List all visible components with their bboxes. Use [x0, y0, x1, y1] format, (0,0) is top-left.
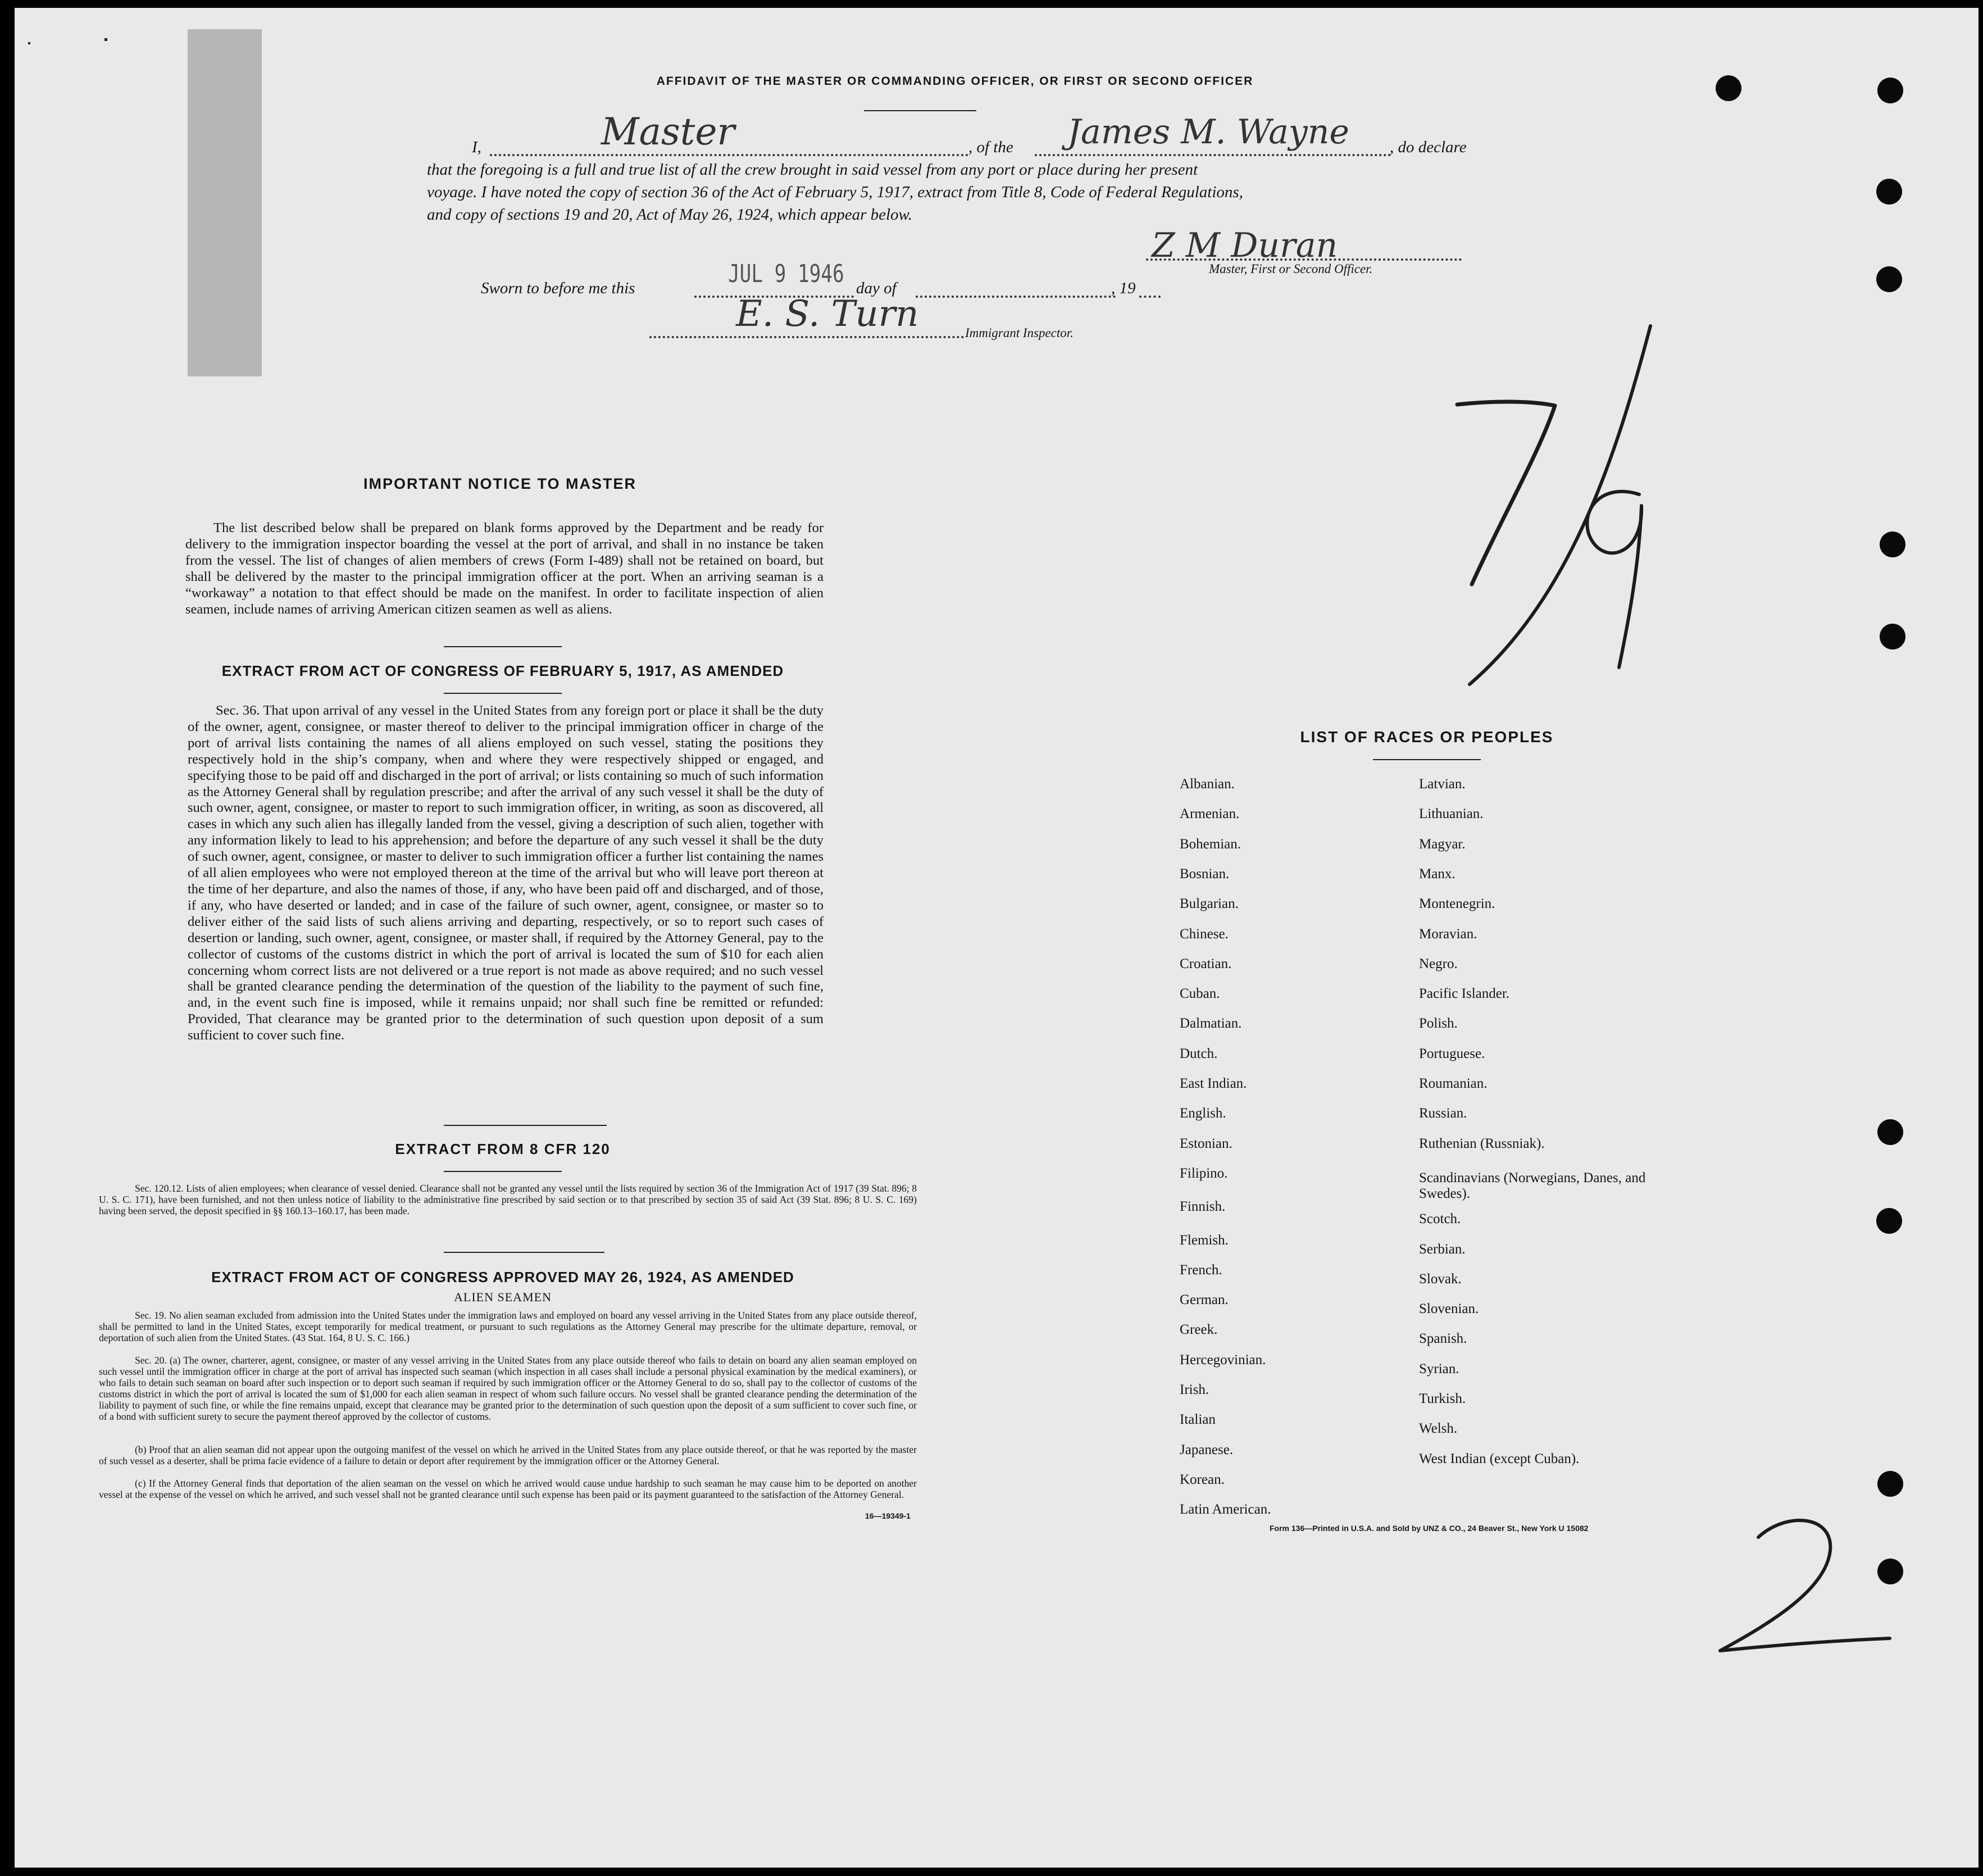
race-item: German. [1180, 1292, 1229, 1307]
races-rule [1373, 759, 1481, 760]
race-item: Dutch. [1180, 1046, 1218, 1061]
day-of-label: day of [856, 279, 897, 297]
race-item: Turkish. [1419, 1391, 1466, 1406]
race-item: Bulgarian. [1180, 896, 1239, 911]
race-item: Latin American. [1180, 1502, 1271, 1517]
race-item: Italian [1180, 1412, 1216, 1427]
signature-label: Master, First or Second Officer. [1209, 262, 1373, 276]
notice-paragraph: The list described below shall be prepared on blank forms approved by the Department and be ready for delivery to the immigration inspector boarding the vessel at the port of arrival, and shall in no instance be taken from the vessel. The list of changes of alien members of crews (Form I-489) shall not be retained on board, but shall be delivered by the master to the principal immigration officer at the port. When an arriving seaman is a “workaway” a notation to that effect should be made on the manifest. In order to facilitate inspection of alien seamen, include names of arriving American citizen seamen as well as aliens. [185, 520, 824, 617]
affidavit-line-1: that the foregoing is a full and true list of all the crew brought in said vessel from any port or place during her present [427, 161, 1198, 179]
race-item: Ruthenian (Russniak). [1419, 1136, 1545, 1151]
race-item: Estonian. [1180, 1136, 1232, 1151]
race-item: Greek. [1180, 1322, 1218, 1337]
punch-hole [1880, 532, 1905, 557]
race-item: Moravian. [1419, 926, 1477, 942]
inspector-line [649, 336, 964, 338]
race-item: Syrian. [1419, 1361, 1459, 1377]
punch-hole [1877, 1471, 1903, 1497]
title-rule [864, 110, 976, 111]
year-line [1139, 296, 1161, 298]
signature-line [1146, 258, 1462, 261]
race-item: Croatian. [1180, 956, 1232, 971]
inspector-signature: E. S. Turn [736, 293, 919, 335]
races-title: LIST OF RACES OR PEOPLES [1300, 728, 1554, 746]
cfr-divider [444, 1252, 604, 1253]
race-item: Albanian. [1180, 776, 1235, 792]
race-item: Cuban. [1180, 986, 1220, 1001]
race-item: East Indian. [1180, 1076, 1247, 1091]
race-item: English. [1180, 1106, 1226, 1121]
race-item: Filipino. [1180, 1166, 1228, 1181]
race-item: Bosnian. [1180, 866, 1230, 882]
race-item: Slovak. [1419, 1271, 1462, 1287]
tape-strip [188, 29, 262, 376]
race-item: Hercegovinian. [1180, 1352, 1266, 1368]
punch-hole [1716, 75, 1741, 101]
alien-seamen-subtitle: ALIEN SEAMEN [454, 1290, 552, 1304]
affidavit-line-2: voyage. I have noted the copy of section 36 of the Act of February 5, 1917, extract from Title 8, Code of Federal Regulations, [427, 183, 1243, 201]
master-signature: Z M Duran [1152, 226, 1338, 265]
race-item: Negro. [1419, 956, 1458, 971]
extract-1917-rule [444, 693, 562, 694]
extract-1917-divider [444, 1125, 607, 1126]
master-handwriting: Master [601, 110, 735, 153]
sec-19-paragraph: Sec. 19. No alien seaman excluded from admission into the United States under the immigration laws and employed on board any vessel arriving in the United States from any place outside thereof, shall be permitted to land in the United States, except temporarily for medical treatment, or pursuant to such regulations as the Attorney General may prescribe for the ultimate departure, removal, or deportation of such alien from the United States. (43 Stat. 164, 8 U. S. C. 166.) [99, 1310, 917, 1343]
race-item: Scotch. [1419, 1211, 1461, 1227]
race-item: Dalmatian. [1180, 1016, 1242, 1031]
punch-hole [1880, 624, 1905, 649]
race-item: Chinese. [1180, 926, 1229, 942]
punch-hole [1876, 1208, 1902, 1234]
notice-title: IMPORTANT NOTICE TO MASTER [363, 475, 636, 492]
race-item: Slovenian. [1419, 1301, 1479, 1316]
race-item: Irish. [1180, 1382, 1209, 1397]
punch-hole [1877, 1119, 1903, 1145]
sec-20a-paragraph: Sec. 20. (a) The owner, charterer, agent, consignee, or master of any vessel arriving in the United States from any place outside thereof who fails to detain on board any alien seaman employed on such vessel until the immigration officer in charge at the port of arrival has inspected such seaman (which inspection in all cases shall include a personal physical examination by the medical examiners), or who fails to detain such seaman on board after such inspection or to deport such seaman if required by such immigration officer or the Attorney General to do so, shall pay to the collector of customs of the customs district in which the port of arrival is located the sum of $1,000 for each alien seaman in respect of whom such failure occurs. No vessel shall be granted clearance pending the determination of the liability to payment of such fine, or while the fine remains unpaid, except that clearance may be granted prior to the determination of such question upon the deposit of a sum sufficient to cover such fine, or of a bond with sufficient surety to secure the payment thereof approved by the collector of customs. [99, 1355, 917, 1422]
race-item: Spanish. [1419, 1331, 1467, 1346]
form-code: 16—19349-1 [865, 1511, 911, 1520]
race-item: Serbian. [1419, 1242, 1466, 1257]
sec-20b-paragraph: (b) Proof that an alien seaman did not appear upon the outgoing manifest of the vessel on which he arrived in the United States from any place outside thereof, or that he was reported by the master of such vessel as a deserter, shall be prima facie evidence of a failure to detain or deport after requirement by the immigration officer or the Attorney General. [99, 1444, 917, 1466]
race-item: Bohemian. [1180, 837, 1241, 852]
sec-20c-paragraph: (c) If the Attorney General finds that deportation of the alien seaman on the vessel on which he arrived would cause undue hardship to such seaman he may cause him to be deported on another vessel at the expense of the vessel on which he arrived, and such vessel shall not be granted clearance until such expense has been paid or its payment guaranteed to the satisfaction of the Attorney General. [99, 1478, 917, 1500]
cfr-title: EXTRACT FROM 8 CFR 120 [395, 1141, 611, 1157]
master-line [490, 154, 968, 156]
month-line [916, 296, 1116, 298]
race-item: Korean. [1180, 1472, 1225, 1487]
scan-mark [104, 38, 107, 41]
race-item: Russian. [1419, 1106, 1467, 1121]
race-item: Finnish. [1180, 1199, 1226, 1214]
scan-mark [28, 42, 30, 44]
year-label: , 19 [1111, 279, 1136, 297]
vessel-line [1035, 154, 1391, 156]
race-item: Manx. [1419, 866, 1456, 882]
race-item: Latvian. [1419, 776, 1466, 792]
race-item: Magyar. [1419, 837, 1466, 852]
race-item: French. [1180, 1262, 1222, 1278]
date-stamp: JUL 9 1946 [728, 260, 844, 288]
extract-1917-paragraph: Sec. 36. That upon arrival of any vessel in the United States from any foreign port or place it shall be the duty of the owner, agent, consignee, or master thereof to deliver to the principal immigration officer in charge of the port of arrival lists containing the names of all aliens employed on such vessel, stating the positions they respectively hold in the ship’s company, when and where they were respectively shipped or engaged, and specifying those to be paid off and discharged in the port of arrival; or lists containing so much of such information as the Attorney General shall by regulation prescribe; and after the arrival of any such vessel it shall be the duty of such owner, agent, consignee, or master to report to such immigration officer, in writing, as soon as discovered, all cases in which any such alien has illegally landed from the vessel, giving a description of such alien, together with any information likely to lead to his apprehension; and before the departure of any such vessel it shall be the duty of such owner, agent, consignee, or master to deliver to such immigration officer a further list containing the names of all alien employees who were not employed thereon at the time of the arrival but who will leave port thereon at the time of her departure, and also the names of those, if any, who have been paid off and discharged, and of those, if any, who have deserted or landed; and in case of the failure of such owner, agent, consignee, or master so to deliver either of the said lists of such aliens arriving and departing, respectively, or so to report such cases of desertion or landing, such owner, agent, consignee, or master shall, if required by the Attorney General, pay to the collector of customs of the customs district in which the port of arrival is located the sum of $10 for each alien concerning whom correct lists are not delivered or a true report is not made as above required; and no such vessel shall be granted clearance pending the determination of the question of the liability to the payment of such fine, and, in the event such fine is imposed, while it remains unpaid; nor shall such fine be remitted or refunded: Provided, That clearance may be granted prior to the determination of such question upon deposit of a sum sufficient to cover such fine. [188, 703, 824, 1043]
i-label: I, [472, 138, 481, 156]
cfr-paragraph: Sec. 120.12. Lists of alien employees; when clearance of vessel denied. Clearance shall not be granted any vessel until the lists required by section 36 of the Immigration Act of 1917 (39 Stat. 896; 8 U. S. C. 171), have been furnished, and not then unless notice of liability to the administrative fine prescribed by said section or to that prescribed by section 35 of said Act (39 Stat. 896; 8 U. S. C. 169) having been served, the deposit specified in §§ 160.13–160.17, has been made. [99, 1183, 917, 1216]
notice-divider [444, 646, 562, 647]
race-item: West Indian (except Cuban). [1419, 1451, 1580, 1466]
race-item: Pacific Islander. [1419, 986, 1510, 1001]
do-declare: , do declare [1390, 138, 1467, 156]
race-item: Polish. [1419, 1016, 1458, 1031]
cfr-rule [444, 1171, 562, 1172]
race-item: Lithuanian. [1419, 806, 1484, 821]
race-item: Welsh. [1419, 1421, 1458, 1436]
vessel-handwriting: James M. Wayne [1067, 112, 1349, 152]
race-item: Armenian. [1180, 806, 1240, 821]
race-item: Japanese. [1180, 1442, 1234, 1457]
affidavit-line-3: and copy of sections 19 and 20, Act of May 26, 1924, which appear below. [427, 206, 912, 224]
of-the-label: , of the [968, 138, 1013, 156]
sworn-label: Sworn to before me this [481, 279, 635, 297]
punch-hole [1876, 266, 1902, 292]
inspector-label: Immigrant Inspector. [965, 326, 1074, 340]
extract-1917-title: EXTRACT FROM ACT OF CONGRESS OF FEBRUARY 5, 1917, AS AMENDED [221, 662, 784, 679]
form-footer: Form 136—Printed in U.S.A. and Sold by UNZ & CO., 24 Beaver St., New York U 15082 [1270, 1524, 1589, 1533]
extract-1924-title: EXTRACT FROM ACT OF CONGRESS APPROVED MAY 26, 1924, AS AMENDED [211, 1269, 794, 1286]
race-item: Portuguese. [1419, 1046, 1485, 1061]
punch-hole [1876, 179, 1902, 205]
punch-hole [1877, 78, 1903, 103]
race-item: Flemish. [1180, 1233, 1229, 1248]
punch-hole [1877, 1559, 1903, 1584]
race-item: Scandinavians (Norwegians, Danes, and Swedes). [1419, 1170, 1646, 1201]
affidavit-title: AFFIDAVIT OF THE MASTER OR COMMANDING OFFICER, OR FIRST OR SECOND OFFICER [656, 75, 1254, 88]
race-item: Montenegrin. [1419, 896, 1495, 911]
race-item: Roumanian. [1419, 1076, 1488, 1091]
